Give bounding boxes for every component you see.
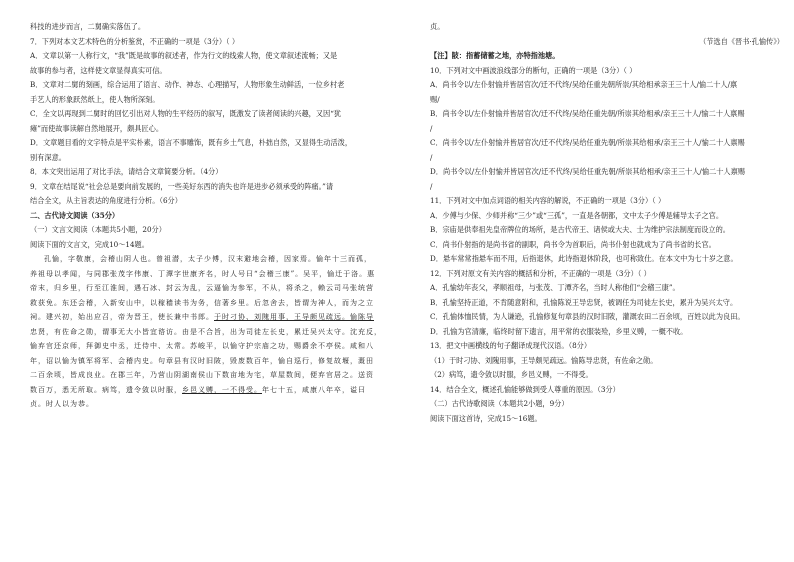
option-d: D．尚书令以/左仆射愉并皆居官次/迁不代终/吴给任重先朝/所崇其给相承/亲王三十人/愉二十人禀赐 [430,167,745,176]
question-10: 10．下列对文中画波浪线部分的断句，正确的一项是（3分）（ ） [430,65,637,75]
subsection-heading: （一）文言文阅读（本题共5小题，20分） [30,225,166,234]
passage-line-underlined [30,383,390,398]
question-9: 9．文章在结尾说“社会总是要向前发展的，一些美好东西的消失也许是进步必须承受的阵痛。”请 [30,181,334,191]
option-a: A．少傅与少保、少师并称“三少”或“三孤”，一直是各朝都，文中太子少傅是辅导太子之官。 [430,210,724,220]
underlined-sentence-1: 于时刁协、刘隗用事，王导颇见疏远。愉陈导 [214,313,374,321]
instruction-line: 阅读下面这首诗，完成15～16题。 [430,413,542,423]
passage-text: 数百万，悉无所取。病笃，遗令敛以时服， [30,385,182,394]
passage-line: 养祖母以孝闻，与同郡张茂字伟康、丁潭字世康齐名，时人号曰“会稽三康”。吴平，愉迁于洛。惠 [30,269,376,278]
left-column [30,20,390,412]
text-line: 故事的参与者，这样使文章显得真实可信。 [30,65,167,75]
passage-line: 贞。时人以为恭。 [30,400,94,408]
annotation-note: 【注】陂：指蓄储蓄之地，亦特指池塘。 [430,51,560,60]
question-12: 12．下列对原文有关内容的概括和分析，不正确的一项是（3分）（ ） [430,268,651,278]
option-c: C．全文以再现到二舅时的回忆引出对人物的生平经历的叙写，既激发了读者阅读的兴趣，又因“犹 [30,109,342,118]
text-line: 科技的进步而言，二舅确实落伍了。 [30,22,146,31]
option-d: D．悬车常常指悬车而不用，后指退休，此诗指退休阶段，也可称致仕。在本文中为七十岁之意。 [430,254,738,263]
option-c: C．尚书仆射指的是尚书省的副职，尚书令为首职后，尚书仆射也就成为了尚书省的长官。 [430,239,716,249]
option-d: D．孔愉为官清廉，临终时留下遗言，用平常的衣服装殓，乡里义赙，一概不收。 [430,326,688,336]
passage-line-underlined [30,310,390,325]
text-line: 赐/ [430,94,440,104]
text-line: 手艺人的形象跃然纸上，使人物所深刻。 [30,94,160,104]
passage-text: 年七十五，咸康八年卒，谥曰 [262,385,366,394]
instruction-line: 阅读下面的文言文，完成10～14题。 [30,239,149,249]
passage-line: 愉弃官还京师，拜御史中丞，迁侍中、太常。苏峻平，以愉守护宗庙之功，赐爵余不亭侯。咸和八 [30,342,374,350]
text-line: 别有深意。 [30,152,66,162]
translation-item-2: （2）病笃，遗令敛以时服，乡邑义赙，一不得受。 [430,370,593,379]
text-line: / [430,181,433,191]
option-a: A．孔愉幼年丧父，孝顺祖母，与张茂、丁潭齐名，当时人称他们“会稽三康”。 [430,283,680,292]
option-a: A．尚书令以/左仆射愉并皆居官次/迁不代终/吴给任重先朝所崇/其给相承亲王三十人/愉二十人/禀 [430,80,738,89]
question-8: 8．本文突出运用了对比手法，请结合文章简要分析。（4分） [30,167,223,176]
passage-text: 祠。建兴初，始出应召，帝为晋王，使长兼中书郎。 [30,313,214,321]
passage-line: 孔愉，字敬康，会稽山阴人也。曾祖潜，太子少傅，汉末避地会稽，因家焉。愉年十三而孤， [44,255,372,263]
option-d: D．文章题目看的文字特点是平实朴素，语言不事雕饰，既有乡土气息，朴拙自然，又显得生动活泼， [30,138,353,147]
question-11: 11．下列对文中加点词语的相关内容的解说，不正确的一项是（3分）（ ） [430,196,666,205]
passage-line: 帝末，归乡里，行至江淮间，遇石冰、封云为乱，云逼愉为参军，不从，将杀之，赖云司马张统营 [30,284,374,292]
option-c: C．尚书令以/左仆射愉并皆居官次/迁不代终/吴给任重先朝/所崇其给相承/亲王三十人/愉二十人禀赐 [430,138,745,147]
text-line: / [430,123,433,133]
option-c: C．孔愉体恤民情，为人谦逊，孔愉修复句章县的汉时旧陂，灌溉农田二百余顷，百姓以此为良田。 [430,312,745,321]
translation-item-1: （1）于时刁协、刘隗用事，王导颇见疏远。愉陈导忠贤，有佐命之勋。 [430,355,658,365]
right-column [430,20,790,426]
passage-line: 救获免。东还会稽，入新安山中，以稼穑读书为务，信著乡里。后忽舍去，皆谓为神人，而为之立 [30,298,374,307]
subsection-heading: （二）古代诗歌阅读（本题共2小题，9分） [430,399,569,408]
underlined-sentence-2: 乡邑义赙，一不得受。 [182,385,262,394]
passage-line: 年，诏以愉为镇军将军、会稽内史。句章县有汉时旧陂，毁废数百年，愉自巡行，修复故堰，溉田 [30,356,374,365]
text-line: 瘫”而使故事读解自然地展开，颇具匠心。 [30,123,164,133]
text-line: 结合全文，从主旨表达的角度进行分析。（6分） [30,196,182,205]
option-a: A．文章以第一人称行文，“我”既是故事的叙述者，作为行文的线索人物，使文章叙述流畅；又是 [30,51,338,60]
question-13: 13．把文中画横线的句子翻译成现代汉语。（8分） [430,341,592,350]
text-line: 贞。 [430,22,445,31]
passage-line: 忠贤，有佐命之勋，谓事无大小皆宜谘访。由是不合旨，出为司徒左长史，累迁吴兴太守。沈充反， [30,327,382,336]
question-7: 7．下列对本文艺术特色的分析鉴赏，不正确的一项是（3分）（ ） [30,36,240,46]
section-heading: 二、古代诗文阅读（35分） [30,210,120,220]
text-line: / [430,152,433,162]
source-citation: （节选自《晋书·孔愉传》） [699,36,784,46]
option-b: B．文章对二舅的刻画，综合运用了语言、动作、神态、心理描写，人物形象生动鲜活，一位乡村老 [30,80,345,89]
option-b: B．孔愉坚持正道，不肯随意附和，孔愉陈说王导忠贤，被调任为司徒左长史，累升为吴兴太守。 [430,297,738,307]
question-14: 14．结合全文，概述孔愉能够做到受人尊重的原因。（3分） [430,384,620,394]
option-b: B．尚书令以/左仆射愉并皆居官次/迁不代终/吴给任重先朝/所崇其给相承/亲王三十人/愉二十人禀赐 [430,109,745,118]
option-b: B．宗庙是供奉祖先皇帝牌位的场所，是古代帝王、诸侯或大夫、士为维护宗法制度而设立的。 [430,225,730,234]
passage-line: 二百余顷，皆成良业。在郡三年，乃营山阴湖南侯山下数亩地为宅，草屋数间，便弃官居之。送资 [30,371,374,379]
